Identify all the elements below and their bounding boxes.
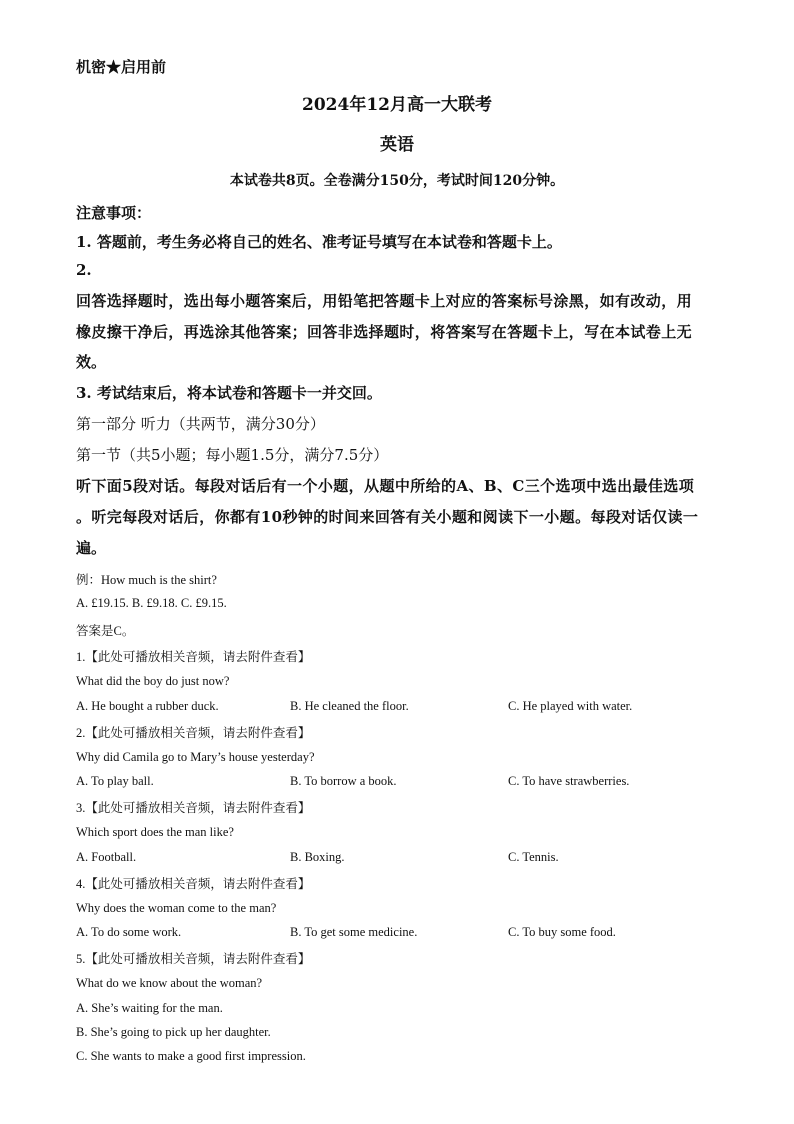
question-4-audio-link[interactable]: 4.【此处可播放相关音频，请去附件查看】 xyxy=(76,877,311,891)
question-2-option-c: C. To have strawberries. xyxy=(508,774,630,788)
note-item-2-line-3: 效。 xyxy=(76,353,107,371)
question-2-audio-link[interactable]: 2.【此处可播放相关音频，请去附件查看】 xyxy=(76,726,311,740)
instruction-line-2: 。听完每段对话后，你都有10秒钟的时间来回答有关小题和阅读下一小题。每段对话仅读一 xyxy=(76,508,699,526)
secret-label: 机密★启用前 xyxy=(76,58,167,76)
note-item-1: 1. 答题前，考生务必将自己的姓名、准考证号填写在本试卷和答题卡上。 xyxy=(76,233,562,251)
example-answer: 答案是C。 xyxy=(76,624,135,638)
question-5-text: What do we know about the woman? xyxy=(76,976,263,990)
question-1-option-c: C. He played with water. xyxy=(508,699,633,713)
question-3-option-a: A. Football. xyxy=(76,850,137,864)
instruction-line-1: 听下面5段对话。每段对话后有一个小题，从题中所给的A、B、C三个选项中选出最佳选项 xyxy=(76,477,695,495)
question-4-option-a: A. To do some work. xyxy=(76,925,182,939)
note-item-2-number: 2. xyxy=(76,261,92,279)
subject-title: 英语 xyxy=(380,135,414,155)
instruction-line-3: 遍。 xyxy=(76,539,107,557)
question-1-audio-link[interactable]: 1.【此处可播放相关音频，请去附件查看】 xyxy=(76,650,311,664)
note-item-2-line-1: 回答选择题时，选出每小题答案后，用铅笔把答题卡上对应的答案标号涂黑，如有改动，用 xyxy=(76,292,693,310)
question-1-option-a: A. He bought a rubber duck. xyxy=(76,699,219,713)
question-3-option-c: C. Tennis. xyxy=(508,850,559,864)
question-4-text: Why does the woman come to the man? xyxy=(76,901,277,915)
exam-info: 本试卷共8页。全卷满分150分，考试时间120分钟。 xyxy=(229,173,565,189)
note-item-3: 3. 考试结束后，将本试卷和答题卡一并交回。 xyxy=(76,384,382,402)
example-question: 例：How much is the shirt? xyxy=(76,573,217,587)
example-options: A. £19.15. B. £9.18. C. £9.15. xyxy=(76,596,227,610)
section1-heading: 第一节（共5小题；每小题1.5分，满分7.5分） xyxy=(76,446,389,464)
question-5-option-a: A. She’s waiting for the man. xyxy=(76,1001,223,1015)
question-1-option-b: B. He cleaned the floor. xyxy=(290,699,409,713)
question-5-option-b: B. She’s going to pick up her daughter. xyxy=(76,1025,271,1039)
question-1-text: What did the boy do just now? xyxy=(76,674,230,688)
question-2-text: Why did Camila go to Mary’s house yesterday? xyxy=(76,750,315,764)
question-4-option-b: B. To get some medicine. xyxy=(290,925,418,939)
question-3-option-b: B. Boxing. xyxy=(290,850,345,864)
question-4-option-c: C. To buy some food. xyxy=(508,925,616,939)
question-5-audio-link[interactable]: 5.【此处可播放相关音频，请去附件查看】 xyxy=(76,952,311,966)
note-item-2-line-2: 橡皮擦干净后，再选涂其他答案；回答非选择题时，将答案写在答题卡上，写在本试卷上无 xyxy=(76,323,693,341)
question-3-text: Which sport does the man like? xyxy=(76,825,234,839)
question-2-option-b: B. To borrow a book. xyxy=(290,774,397,788)
question-2-option-a: A. To play ball. xyxy=(76,774,154,788)
part1-heading: 第一部分 听力（共两节，满分30分） xyxy=(76,415,325,433)
exam-title: 2024年12月高一大联考 xyxy=(302,95,492,115)
notes-heading: 注意事项： xyxy=(76,204,152,222)
question-3-audio-link[interactable]: 3.【此处可播放相关音频，请去附件查看】 xyxy=(76,801,311,815)
question-5-option-c: C. She wants to make a good first impression. xyxy=(76,1049,306,1063)
